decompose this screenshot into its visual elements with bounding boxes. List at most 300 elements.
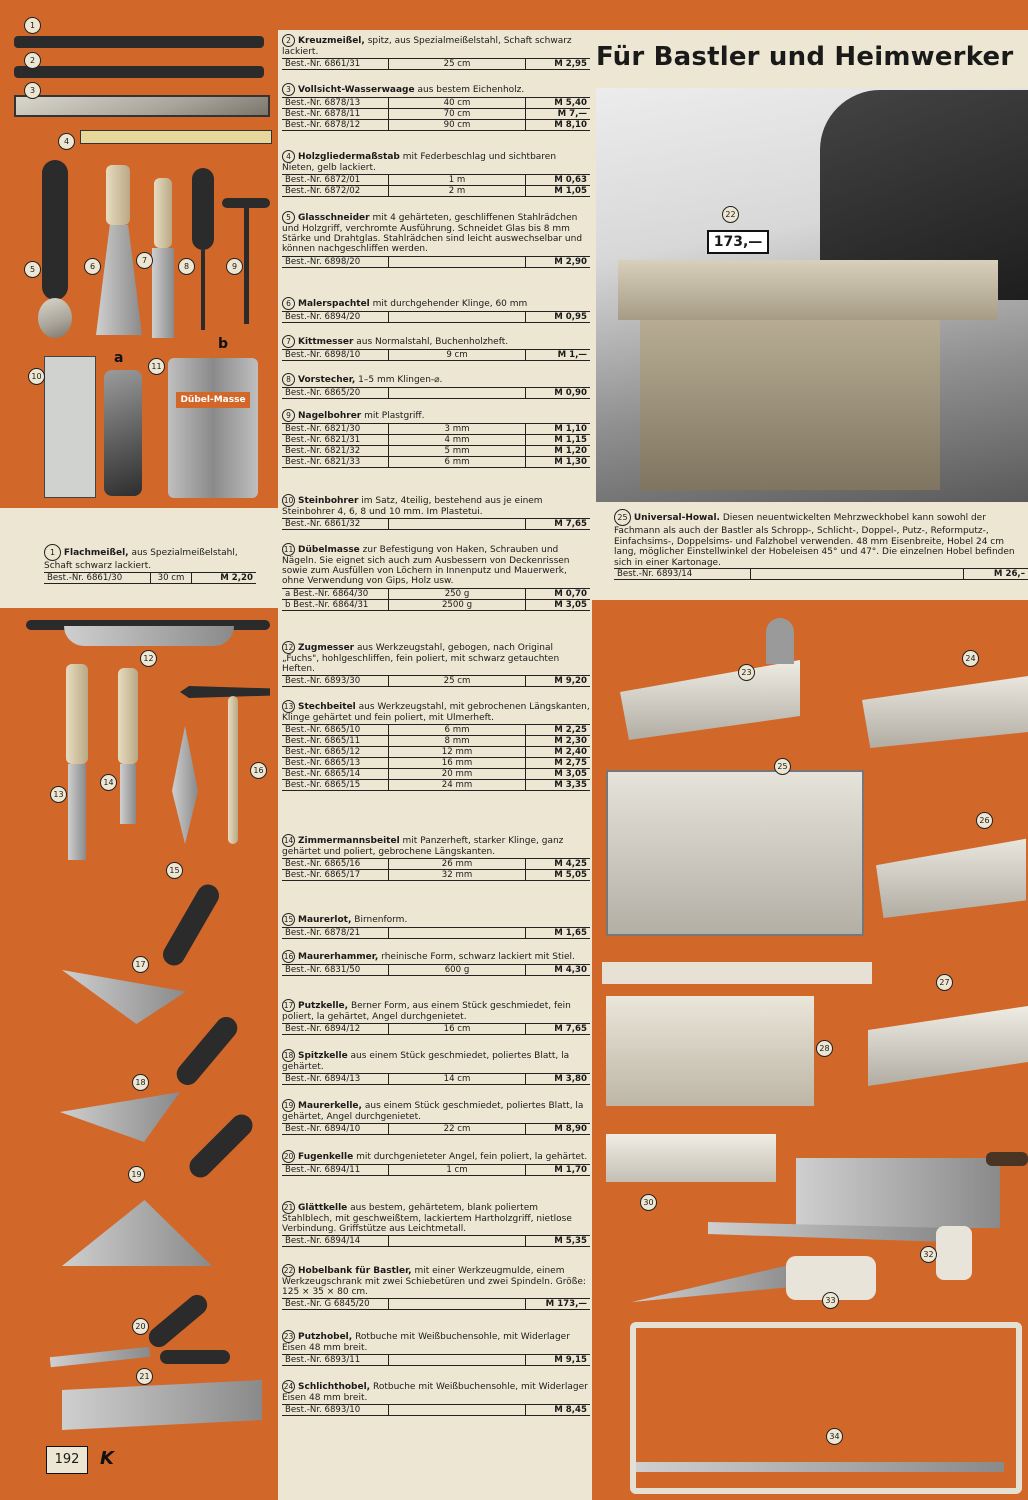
item-1-desc: aus Spezialmeißelstahl, Schaft schwarz lackiert. [44,548,238,571]
mitre-board-image [602,962,872,984]
order-size [389,1299,526,1310]
order-price: M 2,30 [526,736,591,747]
page-headline: Für Bastler und Heimwerker [596,42,1014,72]
order-table [282,1354,590,1366]
plane-23-handle-image [766,618,794,664]
table-row [282,1124,590,1135]
table-row [282,859,590,870]
table-row [282,109,590,120]
workbench-cabinet [640,320,940,490]
item-25-name: Universal-Howal. [633,513,720,523]
table-row: Best.-Nr. 6861/30 30 cm M 2,20 [44,572,256,583]
label-24: 24 [962,650,979,667]
item-name: Hobelbank für Bastler, [298,1266,412,1276]
order-size: 2 m [389,186,526,197]
table-row [282,98,590,109]
order-table [282,858,590,881]
item-description: mit durchgehender Klinge, 60 mm [372,299,528,309]
table-row [282,1074,590,1085]
order-number: Best.-Nr. 6894/10 [282,1124,389,1135]
chisel-13-handle-image [66,664,88,764]
order-size [389,519,526,530]
order-table [282,1404,590,1416]
order-number: Best.-Nr. 6894/20 [282,312,389,323]
order-price: M 2,90 [526,256,591,267]
item-16 [282,950,590,976]
putty-knife-handle-image [106,165,130,225]
table-row [282,780,590,791]
table-row [282,175,590,186]
order-price: M 1,30 [526,457,591,468]
order-table [282,1073,590,1085]
order-number: Best.-Nr. 6893/30 [282,676,389,687]
label-18: 18 [132,1074,149,1091]
hand-float-image [606,1134,776,1182]
page-number: 192 [46,1446,88,1474]
orange-strip-top [280,0,1028,30]
order-size: 1 m [389,175,526,186]
item-description: rheinische Form, schwarz lackiert mit Stiel. [381,952,575,962]
item-number: 24 [283,1382,294,1391]
item-description: aus Werkzeugstahl, gebogen, nach Original „Fuchs", hohlgeschliffen, fein poliert, mit schwarz getauchten Heften. [282,643,560,675]
order-price: M 3,80 [526,1074,591,1085]
label-27: 27 [936,974,953,991]
label-2: 2 [24,52,41,69]
item-number: 23 [283,1332,294,1341]
order-number: Best.-Nr. G 6845/20 [282,1299,389,1310]
item-name: Schlichthobel, [298,1382,371,1392]
order-size: 22 cm [389,1124,526,1135]
table-row [282,758,590,769]
table-row [282,120,590,131]
order-number: Best.-Nr. 6861/32 [282,519,389,530]
label-20: 20 [132,1318,149,1335]
order-size: 25 cm [389,676,526,687]
item-description: aus bestem Eichenholz. [417,85,525,95]
order-size: 1 cm [389,1165,526,1176]
order-size: 600 g [389,965,526,976]
item-name: Malerspachtel [298,299,370,309]
glass-cutter-handle-image [42,160,68,300]
stone-drill-set-image [44,356,96,498]
item-description: Berner Form, aus einem Stück geschmiedet, fein poliert, la gehärtet, Angel durchgenietet. [282,1001,571,1022]
order-price: M 1,15 [526,435,591,446]
order-number: Best.-Nr. 6878/12 [282,120,389,131]
table-row [282,388,590,399]
order-price: M 5,40 [526,98,591,109]
order-price: M 2,40 [526,747,591,758]
item-1-order-table [44,572,256,584]
order-size: 6 mm [389,725,526,736]
order-price: M 4,30 [526,965,591,976]
item-description: 1–5 mm Klingen-⌀. [358,375,443,385]
table-row [282,736,590,747]
order-number: Best.-Nr. 6865/15 [282,780,389,791]
table-row [282,350,590,361]
order-table [282,1023,590,1035]
order-price: M 7,65 [526,519,591,530]
order-size: 2500 g [389,599,526,610]
label-30: 30 [640,1194,657,1211]
item-name: Holzgliedermaßstab [298,152,400,162]
item-25-order-table [614,568,1028,580]
order-price: M 3,05 [526,599,591,610]
item-9 [282,409,590,468]
label-25: 25 [774,758,791,775]
item-number: 3 [282,83,295,96]
order-size [389,1355,526,1366]
order-size [389,388,526,399]
item-name: Zugmesser [298,643,355,653]
label-3: 3 [24,82,41,99]
item-5 [282,211,590,268]
item-2 [282,34,590,70]
item-description: mit Plastgriff. [364,411,425,421]
awl-tip-image [201,250,205,330]
item-19 [282,1099,590,1135]
order-size: 9 cm [389,350,526,361]
order-table [282,518,590,530]
item-number: 5 [282,211,295,224]
order-table [282,1298,590,1310]
keyhole-saw-handle-image [936,1226,972,1280]
chisel-14-handle-image [118,668,138,764]
order-size: 24 mm [389,780,526,791]
label-4: 4 [58,133,75,150]
order-price: M 2,25 [526,725,591,736]
item-name: Kittmesser [298,337,354,347]
table-row [282,424,590,435]
table-row [282,928,590,939]
dowel-paste-tube-image [104,370,142,496]
item-21 [282,1201,590,1247]
order-size [389,256,526,267]
order-table [282,349,590,361]
order-price: M 0,90 [526,388,591,399]
item-description: mit Federbeschlag und sichtbaren Nieten, gelb lackiert. [282,152,557,173]
order-number: Best.-Nr. 6865/14 [282,769,389,780]
order-price: M 5,05 [526,870,591,881]
order-price: M 8,90 [526,1124,591,1135]
item-description: aus Werkzeugstahl, mit gebrochenen Längskanten, Klinge gehärtet und fein poliert, mit Ulmerheft. [282,702,590,723]
order-table [282,724,590,791]
table-row [282,599,590,610]
order-size: 5 mm [389,446,526,457]
order-size: 70 cm [389,109,526,120]
order-size: 250 g [389,588,526,599]
item-description: Rotbuche mit Weißbuchensohle, mit Widerlager Eisen 48 mm breit. [282,1332,570,1353]
order-price: M 1,70 [526,1165,591,1176]
table-row [282,1165,590,1176]
label-5: 5 [24,261,41,278]
gimlet-shaft-image [244,206,249,324]
table-row [282,59,590,70]
filling-knife-blade-image [152,248,174,338]
order-price: M 3,35 [526,780,591,791]
table-row [282,186,590,197]
order-size [389,928,526,939]
order-number: Best.-Nr. 6861/31 [282,59,389,70]
item-name: Zimmermannsbeitel [298,836,400,846]
table-row [282,519,590,530]
item-name: Vorstecher, [298,375,356,385]
item-number: 12 [283,643,294,652]
item-7 [282,335,590,361]
item-24 [282,1380,590,1416]
item-number: 7 [282,335,295,348]
order-table [282,588,590,611]
order-table [282,964,590,976]
order-table [282,58,590,70]
order-size: 8 mm [389,736,526,747]
order-size: 3 mm [389,424,526,435]
item-25-number: 25 [614,509,631,526]
item-number: 15 [283,915,294,924]
drawknife-blade-image [64,626,234,646]
order-number: Best.-Nr. 6865/17 [282,870,389,881]
label-b: b [218,336,229,352]
order-price: M 9,15 [526,1355,591,1366]
item-name: Maurerhammer, [298,952,379,962]
label-22: 22 [722,206,739,223]
order-size: 14 cm [389,1074,526,1085]
table-row [282,747,590,758]
workbench-top [618,260,998,320]
order-price: M 1,20 [526,446,591,457]
item-description: mit durchgenieteter Angel, fein poliert, la gehärtet. [356,1152,588,1162]
order-size: 6 mm [389,457,526,468]
order-table [282,174,590,197]
item-1 [44,544,256,584]
item-name: Putzhobel, [298,1332,353,1342]
order-table [282,1235,590,1247]
order-size: 20 mm [389,769,526,780]
order-table [282,927,590,939]
label-15: 15 [166,862,183,879]
table-row [282,457,590,468]
order-number: Best.-Nr. 6821/32 [282,446,389,457]
table-row [282,446,590,457]
item-number: 10 [283,496,294,505]
order-number: Best.-Nr. 6898/10 [282,350,389,361]
order-price: M 1,— [526,350,591,361]
smoothing-trowel-handle-image [160,1350,230,1364]
order-price: M 7,65 [526,1024,591,1035]
order-size: 16 mm [389,758,526,769]
order-size [389,1236,526,1247]
tenon-saw-image [796,1158,1000,1228]
table-row [282,870,590,881]
item-number: 4 [282,150,295,163]
order-price: M 0,63 [526,175,591,186]
order-size: 26 mm [389,859,526,870]
table-row [282,1299,590,1310]
item-number: 18 [283,1051,294,1060]
order-number: Best.-Nr. 6878/11 [282,109,389,120]
order-number: Best.-Nr. 6893/11 [282,1355,389,1366]
table-row [282,1405,590,1416]
item-number: 11 [283,545,294,554]
order-number: Best.-Nr. 6821/31 [282,435,389,446]
item-4 [282,150,590,197]
label-17: 17 [132,956,149,973]
label-7: 7 [136,252,153,269]
item-number: 8 [282,373,295,386]
label-10: 10 [28,368,45,385]
order-table [282,675,590,687]
item-name: Stechbeitel [298,702,356,712]
glass-cutter-wheel-image [38,298,72,338]
item-name: Nagelbohrer [298,411,362,421]
item-11 [282,543,590,611]
frame-saw-blade-image [636,1462,1004,1472]
label-32: 32 [920,1246,937,1263]
order-number: Best.-Nr. 6831/50 [282,965,389,976]
flat-chisel-image [14,36,264,48]
item-description: zur Befestigung von Haken, Schrauben und Nägeln. Sie eignet sich auch zum Ausbessern von Deckenrissen sowie zum Ausfüllen von Löchern in Innenputz und Mauerwerk, ohne Verwendung von Gips, Holz usw. [282,545,570,587]
order-table [282,387,590,399]
label-19: 19 [128,1166,145,1183]
dowel-paste-tin-label: Dübel-Masse [176,392,250,408]
item-description: mit einer Werkzeugmulde, einem Werkzeugschrank mit zwei Schiebetüren und zwei Spindeln. Größe: 125 × 35 × 80 cm. [282,1266,586,1298]
order-size [389,1405,526,1416]
brand-logo: K [88,1446,126,1472]
order-number: b Best.-Nr. 6864/31 [282,599,389,610]
order-price: M 2,75 [526,758,591,769]
item-8 [282,373,590,399]
label-14: 14 [100,774,117,791]
item-description: mit 4 gehärteten, geschliffenen Stahlrädchen und Holzgriff, verchromte Ausführung. Schneidet Glas bis 8 mm Stärke und Drahtglas. Stahlrädchen sind leicht auswechselbar und können nachgeschliffen werden. [282,213,583,255]
order-price: M 8,10 [526,120,591,131]
order-table [282,1164,590,1176]
item-25 [614,509,1028,580]
order-size: 90 cm [389,120,526,131]
item-17 [282,999,590,1035]
item-18 [282,1049,590,1085]
order-price: M 2,95 [526,59,591,70]
order-table [282,97,590,131]
awl-handle-image [192,168,214,250]
order-price: M 1,05 [526,186,591,197]
order-table [282,311,590,323]
item-25-desc: Diesen neuentwickelten Mehrzweckhobel kann sowohl der Fachmann als auch der Bastler als Schropp-, Schlicht-, Doppel-, Putz-, Reformputz-, Einfachsims-, Doppelsims- und Falzhobel verwenden. 48 mm Eisenbreite, Hobel 24 cm lang, möglicher Einstellwinkel der Hobeleisen 45° und 47°. Die einzelnen Hobel befinden sich in einer Kartonage. [614,513,1015,568]
order-table [282,256,590,268]
order-price: M 5,35 [526,1236,591,1247]
orange-panel-bottom-left [0,608,280,1500]
order-size [389,312,526,323]
label-16: 16 [250,762,267,779]
order-size: 4 mm [389,435,526,446]
label-13: 13 [50,786,67,803]
label-11: 11 [148,358,165,375]
order-number: Best.-Nr. 6898/20 [282,256,389,267]
order-price: M 1,65 [526,928,591,939]
item-1-number: 1 [44,544,61,561]
item-22 [282,1264,590,1310]
item-15 [282,913,590,939]
order-price: M 4,25 [526,859,591,870]
item-number: 13 [283,702,294,711]
label-23: 23 [738,664,755,681]
item-name: Putzkelle, [298,1001,349,1011]
item-description: aus Normalstahl, Buchenholzheft. [356,337,509,347]
order-table [282,423,590,468]
order-price: M 7,— [526,109,591,120]
howal-set-box-image [606,770,864,936]
folding-rule-image [80,130,272,144]
label-12: 12 [140,650,157,667]
item-description: spitz, aus Spezialmeißelstahl, Schaft schwarz lackiert. [282,36,572,57]
table-row [282,676,590,687]
item-20 [282,1150,590,1176]
item-description: Birnenform. [354,915,408,925]
dowel-paste-tin-image [168,358,258,498]
item-number: 9 [282,409,295,422]
order-price: M 0,70 [526,588,591,599]
order-number: Best.-Nr. 6865/16 [282,859,389,870]
table-row [282,725,590,736]
order-number: Best.-Nr. 6821/30 [282,424,389,435]
order-number: Best.-Nr. 6865/11 [282,736,389,747]
order-price: M 0,95 [526,312,591,323]
label-28: 28 [816,1040,833,1057]
item-name: Steinbohrer [298,496,359,506]
item-3 [282,83,590,131]
filling-knife-handle-image [154,178,172,248]
price-tag: 173,— [707,230,769,254]
order-number: Best.-Nr. 6865/10 [282,725,389,736]
item-description: aus einem Stück geschmiedet, poliertes Blatt, la gehärtet. [282,1051,570,1072]
label-33: 33 [822,1292,839,1309]
order-number: Best.-Nr. 6878/13 [282,98,389,109]
item-name: Glättkelle [298,1203,348,1213]
label-26: 26 [976,812,993,829]
label-21: 21 [136,1368,153,1385]
item-description: mit Panzerheft, starker Klinge, ganz gehärtet und poliert, gebrochene Längskanten. [282,836,564,857]
order-number: Best.-Nr. 6893/10 [282,1405,389,1416]
item-1-name: Flachmeißel, [63,548,129,558]
item-number: 22 [283,1266,294,1275]
order-price: M 3,05 [526,769,591,780]
item-description: aus einem Stück geschmiedet, poliertes Blatt, la gehärtet, Angel durchgenietet. [282,1101,584,1122]
order-number: Best.-Nr. 6872/01 [282,175,389,186]
item-name: Glasschneider [298,213,370,223]
item-23 [282,1330,590,1366]
order-number: Best.-Nr. 6894/13 [282,1074,389,1085]
table-row [282,256,590,267]
table-row [282,435,590,446]
order-price: M 173,— [526,1299,591,1310]
order-price: M 8,45 [526,1405,591,1416]
label-1: 1 [24,17,41,34]
order-price: M 1,10 [526,424,591,435]
chisel-14-blade-image [120,764,136,824]
order-number: Best.-Nr. 6878/21 [282,928,389,939]
item-number: 19 [283,1101,294,1110]
item-number: 17 [283,1001,294,1010]
order-number: Best.-Nr. 6865/13 [282,758,389,769]
item-14 [282,834,590,881]
order-number: Best.-Nr. 6865/12 [282,747,389,758]
order-size: 12 mm [389,747,526,758]
order-table [282,1123,590,1135]
order-number: a Best.-Nr. 6864/30 [282,588,389,599]
item-name: Vollsicht-Wasserwaage [298,85,415,95]
tenon-saw-handle-image [986,1152,1028,1166]
order-size: 32 mm [389,870,526,881]
item-12 [282,641,590,687]
spirit-level-image [14,95,270,117]
